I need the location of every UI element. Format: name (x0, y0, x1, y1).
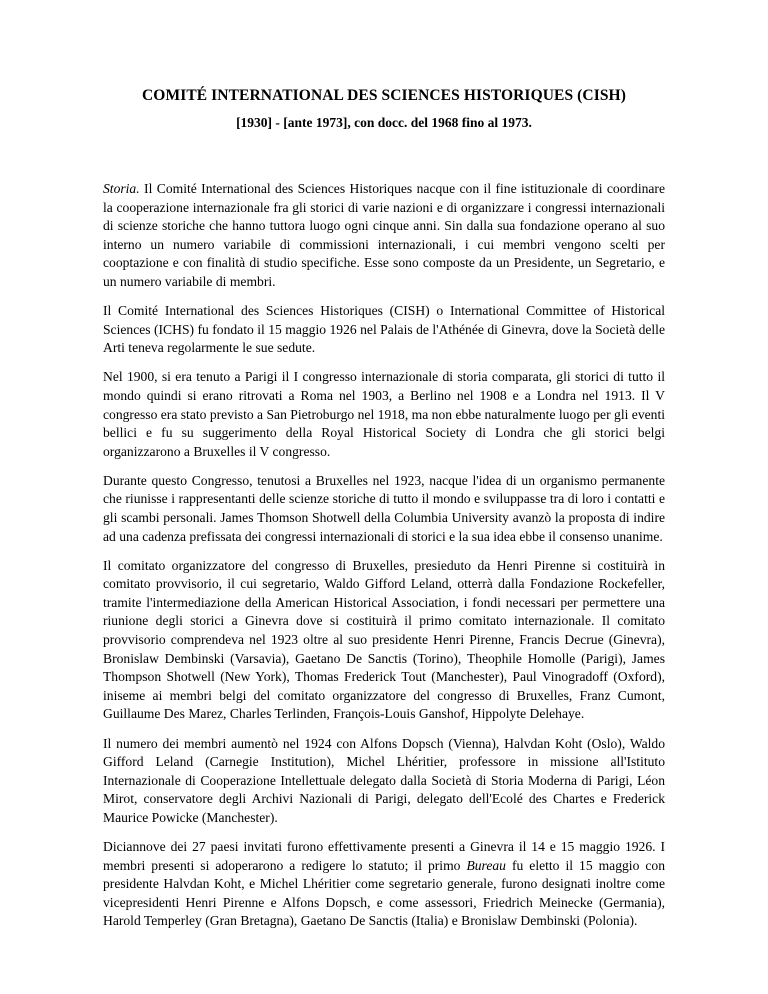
paragraph-text-before: Diciannove dei 27 paesi invitati furono effettivamente presenti a Ginevra il 14 e 15 maggio 1926. I membri presenti si adoperarono a redigere lo statuto; il primo (103, 839, 665, 873)
paragraph-congresses: Nel 1900, si era tenuto a Parigi il I congresso internazionale di storia comparata, gli storici di tutto il mondo quindi si erano ritrovati a Roma nel 1903, a Berlino nel 1908 e a Londra nel 1913. Il V congresso era stato previsto a San Pietroburgo nel 1918, ma non ebbe naturalmente luogo per gli eventi bellici e fu su suggerimento della Royal Historical Society di Londra che gli storici belgi organizzarono a Bruxelles il V congresso. (103, 369, 665, 459)
paragraph-emphasis-bureau: Bureau (466, 857, 506, 873)
paragraph-geneva-1926 (103, 838, 665, 931)
document-page (103, 86, 665, 941)
document-subtitle: [1930] - [ante 1973], con docc. del 1968 fino al 1973. (236, 115, 532, 130)
paragraph-brussels-1923: Durante questo Congresso, tenutosi a Bruxelles nel 1923, nacque l'idea di un organismo permanente che riunisse i rappresentanti delle scienze storiche di tutto il mondo e sviluppasse tra di loro i contatti e gli scambi personali. James Thomson Shotwell della Columbia University avanzò la proposta di indire ad una cadenza prefissata dei congressi internazionali di storici e la sua idea ebbe il consenso unanime. (103, 472, 665, 544)
paragraph-foundation: Il Comité International des Sciences Historiques (CISH) o International Committee of Historical Sciences (ICHS) fu fondato il 15 maggio 1926 nel Palais de l'Athénée di Ginevra, dove la Società delle Arti teneva regolarmente le sue sedute. (103, 303, 665, 356)
paragraph-provisional-committee: Il comitato organizzatore del congresso di Bruxelles, presieduto da Henri Pirenne si costituirà in comitato provvisorio, il cui segretario, Waldo Gifford Leland, otterrà dalla Fondazione Rockefeller, tramite l'intermediazione della American Historical Association, i fondi necessari per permettere una riunione degli storici a Ginevra dove si costituirà il primo comitato internazionale. Il comitato provvisorio comprendeva nel 1923 oltre al suo presidente Henri Pirenne, Francis Decrue (Ginevra), Bronislaw Dembinski (Varsavia), Gaetano De Sanctis (Torino), Theophile Homolle (Parigi), James Thompson Shotwell (New York), Thomas Frederick Tout (Manchester), Paul Vinogradoff (Oxford), iniseme ai membri belgi del comitato organizzatore del congresso di Bruxelles, Franz Cumont, Guillaume Des Marez, Charles Terlinden, François-Louis Ganshof, Hippolyte Delehaye. (103, 557, 665, 722)
paragraph-text-after: fu eletto il 15 maggio con presidente Halvdan Koht, e Michel Lhéritier come segretario generale, furono designati inoltre come vicepresidenti Henri Pirenne e Alfons Dopsch, e come assessori, Friedrich Meinecke (Germania), Harold Temperley (Gran Bretagna), Gaetano De Sanctis (Italia) e Bronislaw Dembinski (Polonia). (103, 857, 666, 929)
paragraph-storia (103, 180, 665, 292)
paragraph-text: Il Comité International des Sciences Historiques nacque con il fine istituzionale di coordinare la cooperazione internazionale fra gli storici di varie nazioni e di organizzare i congressi internazionali di scienze storiche che hanno tuttora luogo ogni cinque anni. Sin dalla sua fondazione operano al suo interno un numero variabile di commissioni internazionali, i cui membri vengono scelti per cooptazione e con finalità di studio specifiche. Esse sono composte da un Presidente, un Segretario, e un numero variabile di membri. (103, 181, 665, 289)
document-title: COMITÉ INTERNATIONAL DES SCIENCES HISTORIQUES (CISH) (142, 87, 626, 104)
paragraph-members-1924: Il numero dei membri aumentò nel 1924 con Alfons Dopsch (Vienna), Halvdan Koht (Oslo), Waldo Gifford Leland (Carnegie Institution), Michel Lhéritier, professore in missione all'Istituto Internazionale di Cooperazione Intellettuale delegato dalla Società di Storia Moderna di Parigi, Léon Mirot, conservatore degli Archivi Nazionali di Parigi, delegato dell'Ecolé des Chartes e Frederick Maurice Powicke (Manchester). (103, 735, 665, 825)
paragraph-lead-storia: Storia. (103, 181, 140, 196)
document-body (103, 180, 665, 931)
